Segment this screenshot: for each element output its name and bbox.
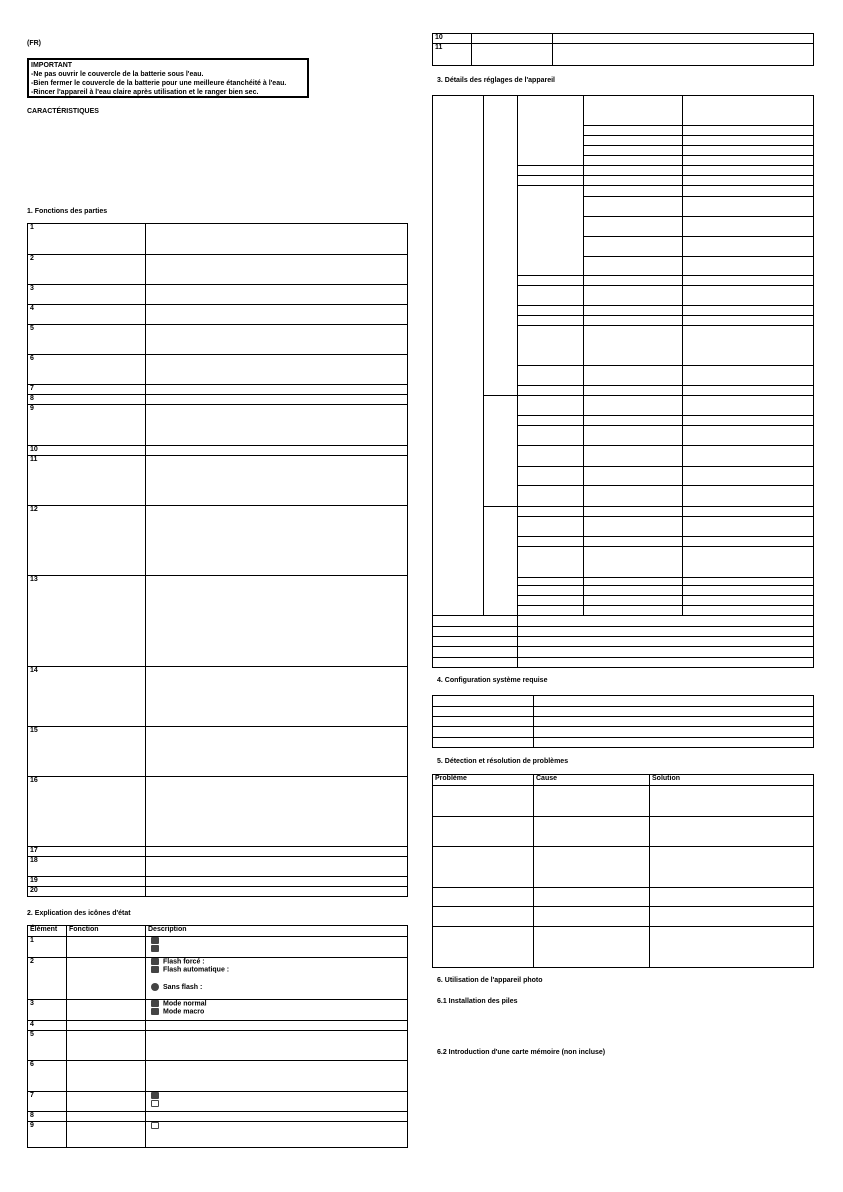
col-header-cause: Cause <box>534 775 650 786</box>
table-row-num: 4 <box>28 1021 67 1031</box>
no-flash-icon <box>151 983 159 991</box>
parts-functions-table <box>27 223 408 897</box>
camera-settings-table <box>432 95 814 668</box>
col-header-description: Description <box>146 926 408 937</box>
table-row-num: 9 <box>28 1122 67 1148</box>
continued-table <box>432 33 814 66</box>
section-2-heading: 2. Explication des icônes d'état <box>27 910 131 917</box>
col-header-problem: Problème <box>433 775 534 786</box>
features-heading: CARACTÉRISTIQUES <box>27 108 99 115</box>
table-row-num: 6 <box>28 1061 67 1092</box>
col-header-element: Élément <box>28 926 67 937</box>
normal-mode-icon <box>151 1000 159 1007</box>
mode-macro-label: Mode macro <box>163 1008 205 1016</box>
table-row-num: 10 <box>433 34 472 44</box>
battery-empty-icon <box>151 1100 159 1107</box>
table-row-num: 7 <box>28 385 146 395</box>
table-row-num: 8 <box>28 395 146 405</box>
section-3-heading: 3. Détails des réglages de l'appareil <box>437 77 555 84</box>
system-requirements-table <box>432 695 814 748</box>
table-row-num: 3 <box>28 285 146 305</box>
table-row-num: 2 <box>28 255 146 285</box>
table-row-num: 3 <box>28 1000 67 1021</box>
status-icons-table <box>27 925 408 1148</box>
table-row-num: 18 <box>28 857 146 877</box>
table-row-num: 11 <box>28 456 146 506</box>
section-6-heading: 6. Utilisation de l'appareil photo <box>437 977 543 984</box>
section-5-heading: 5. Détection et résolution de problèmes <box>437 758 569 765</box>
battery-full-icon <box>151 1092 159 1099</box>
table-row-num: 11 <box>433 44 472 66</box>
table-row-num: 10 <box>28 446 146 456</box>
subsection-6-1: 6.1 Installation des piles <box>437 998 518 1005</box>
table-row-num: 7 <box>28 1092 67 1112</box>
table-row-num: 8 <box>28 1112 67 1122</box>
camera-icon <box>151 937 159 944</box>
important-line: -Bien fermer le couvercle de la batterie pour une meilleure étanchéité à l'eau. <box>31 80 287 87</box>
col-header-function: Fonction <box>67 926 146 937</box>
table-row-num: 9 <box>28 405 146 446</box>
table-row-num: 5 <box>28 325 146 355</box>
table-row-num: 6 <box>28 355 146 385</box>
table-row-num: 12 <box>28 506 146 576</box>
table-row-num: 15 <box>28 727 146 777</box>
section-1-heading: 1. Fonctions des parties <box>27 208 108 215</box>
section-4-heading: 4. Configuration système requise <box>437 677 548 684</box>
table-row-num: 19 <box>28 877 146 887</box>
important-line: -Rincer l'appareil à l'eau claire après utilisation et le ranger bien sec. <box>31 89 259 96</box>
mode-normal-label: Mode normal <box>163 1000 207 1008</box>
col-header-solution: Solution <box>650 775 814 786</box>
table-row-num: 1 <box>28 937 67 958</box>
important-title: IMPORTANT <box>31 62 73 69</box>
table-row-num: 16 <box>28 777 146 847</box>
important-line: -Ne pas ouvrir le couvercle de la batterie sous l'eau. <box>31 71 204 78</box>
table-row-num: 4 <box>28 305 146 325</box>
table-row-num: 17 <box>28 847 146 857</box>
table-row-num: 5 <box>28 1031 67 1061</box>
flash-off-label: Sans flash : <box>163 983 203 991</box>
table-row-num: 20 <box>28 887 146 897</box>
video-icon <box>151 945 159 952</box>
memory-card-icon <box>151 1122 159 1129</box>
flash-forced-label: Flash forcé : <box>163 958 205 966</box>
flash-auto-icon <box>151 966 159 973</box>
language-tag: (FR) <box>27 40 41 47</box>
table-row-num: 2 <box>28 958 67 1000</box>
table-row-num: 1 <box>28 224 146 255</box>
flash-icon <box>151 958 159 965</box>
table-row-num: 14 <box>28 667 146 727</box>
troubleshooting-table <box>432 774 814 968</box>
subsection-6-2: 6.2 Introduction d'une carte mémoire (non incluse) <box>437 1049 606 1056</box>
flash-auto-label: Flash automatique : <box>163 966 230 974</box>
important-notice-box <box>27 58 309 98</box>
table-row-num: 13 <box>28 576 146 667</box>
macro-mode-icon <box>151 1008 159 1015</box>
